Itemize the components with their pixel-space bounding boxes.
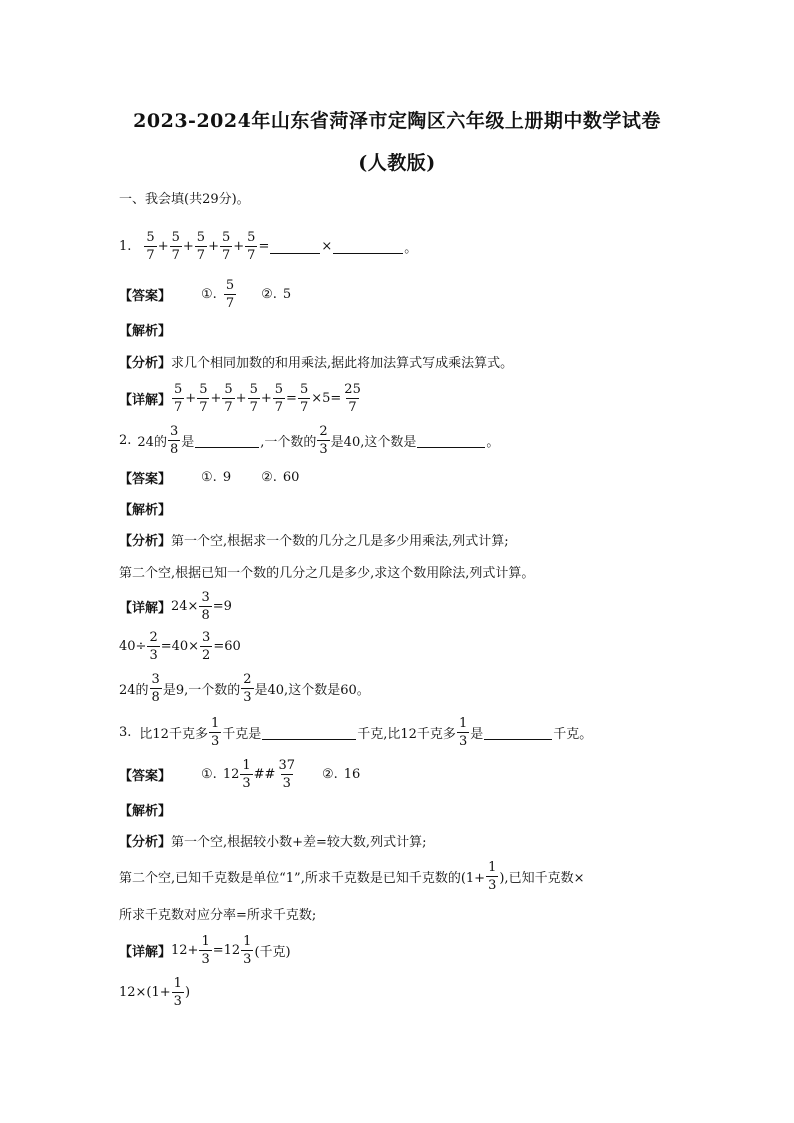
fraction: $\frac{5}{7}$ bbox=[199, 381, 208, 415]
answer-tag: 【答案】 bbox=[119, 288, 172, 304]
question-number: 2. bbox=[119, 432, 132, 448]
fraction: $\frac{2}{3}$ bbox=[243, 671, 252, 705]
q3-fenxi: 【分析】 第一个空,根据较小数+差=较大数,列式计算; bbox=[119, 834, 427, 850]
question-number: 3. bbox=[119, 724, 132, 740]
fraction: $\frac{1}{3}$ bbox=[458, 715, 468, 749]
answer-blank[interactable] bbox=[270, 239, 320, 254]
q1-answer: 【答案】 ①. $\frac{5}{7}$ ②. 5 bbox=[119, 277, 292, 311]
q1-detail: 【详解】 $\frac{5}{7}$ + $\frac{5}{7}$ + $\frac{5}{7}$ + $\frac{5}{7}$ + $\frac{5}{7}$ = $\frac{5}{7}$ ×5= $\frac{25}{7}$ bbox=[119, 381, 361, 415]
q2-detail-1: 【详解】 24× $\frac{3}{8}$ =9 bbox=[119, 589, 232, 623]
fraction: $\frac{5}{7}$ bbox=[146, 229, 155, 263]
fraction: $\frac{3}{2}$ bbox=[202, 629, 211, 663]
answer-blank[interactable] bbox=[262, 725, 356, 740]
fraction: $\frac{5}{7}$ bbox=[249, 381, 258, 415]
page-subtitle: (人教版) bbox=[358, 152, 436, 174]
section-heading-text: 一、我会填(共29分)。 bbox=[119, 191, 250, 207]
fraction: $\frac{3}{8}$ bbox=[201, 589, 210, 623]
fraction: $\frac{1}{3}$ bbox=[243, 933, 252, 967]
q3-fenxi-2: 第二个空,已知千克数是单位“1”,所求千克数是已知千克数的(1+ $\frac{1}{3}$ ),已知千克数× bbox=[119, 859, 585, 893]
q2-jiexi: 【解析】 bbox=[119, 502, 172, 518]
fraction: $\frac{5}{7}$ bbox=[299, 381, 309, 415]
fraction: $\frac{5}{7}$ bbox=[225, 277, 235, 311]
question-2: 2. 24的 $\frac{3}{8}$ 是 ,一个数的 $\frac{2}{3}$ 是40,这个数是 。 bbox=[119, 423, 500, 457]
fraction: $\frac{1}{3}$ bbox=[201, 933, 210, 967]
fraction: $\frac{1}{3}$ bbox=[210, 715, 220, 749]
answer-blank[interactable] bbox=[417, 433, 485, 448]
fraction: $\frac{2}{3}$ bbox=[319, 423, 328, 457]
fraction: $\frac{5}{7}$ bbox=[221, 229, 231, 263]
answer-blank[interactable] bbox=[195, 433, 259, 448]
q3-detail-2: 12×(1+ $\frac{1}{3}$ ) bbox=[119, 975, 191, 1009]
fraction: $\frac{25}{7}$ bbox=[344, 381, 361, 415]
fraction: $\frac{5}{7}$ bbox=[274, 381, 284, 415]
fraction: $\frac{5}{7}$ bbox=[196, 229, 206, 263]
fraction: $\frac{2}{3}$ bbox=[149, 629, 158, 663]
question-3: 3. 比12千克多 $\frac{1}{3}$ 千克是 千克,比12千克多 $\frac{1}{3}$ 是 千克。 bbox=[119, 715, 593, 749]
q1-jiexi: 【解析】 bbox=[119, 323, 172, 339]
fraction: $\frac{1}{3}$ bbox=[173, 975, 182, 1009]
page-title: 2023-2024年山东省菏泽市定陶区六年级上册期中数学试卷 bbox=[133, 110, 661, 132]
fraction: $\frac{5}{7}$ bbox=[174, 381, 183, 415]
fraction: $\frac{37}{3}$ bbox=[278, 757, 295, 791]
fraction: $\frac{3}{8}$ bbox=[169, 423, 179, 457]
q2-fenxi-2: 第二个空,根据已知一个数的几分之几是多少,求这个数用除法,列式计算。 bbox=[119, 565, 535, 581]
section-heading bbox=[119, 186, 250, 208]
q3-fenxi-3: 所求千克数对应分率=所求千克数; bbox=[119, 907, 317, 923]
q3-answer: 【答案】 ①. 12 $\frac{1}{3}$ ## $\frac{37}{3}$ ②. 16 bbox=[119, 757, 361, 791]
fraction: $\frac{5}{7}$ bbox=[247, 229, 256, 263]
fraction: $\frac{1}{3}$ bbox=[242, 757, 251, 791]
fraction: $\frac{1}{3}$ bbox=[488, 859, 497, 893]
fraction: $\frac{5}{7}$ bbox=[171, 229, 180, 263]
q3-detail-1: 【详解】 12+ $\frac{1}{3}$ =12 $\frac{1}{3}$ (千克) bbox=[119, 933, 291, 967]
q2-detail-2: 40÷ $\frac{2}{3}$ =40× $\frac{3}{2}$ =60 bbox=[119, 629, 241, 663]
question-number: 1. bbox=[119, 238, 132, 254]
q1-fenxi: 【分析】 求几个相同加数的和用乘法,据此将加法算式写成乘法算式。 bbox=[119, 355, 514, 371]
q3-jiexi: 【解析】 bbox=[119, 803, 172, 819]
answer-blank[interactable] bbox=[333, 239, 403, 254]
answer-blank[interactable] bbox=[484, 725, 552, 740]
fraction: $\frac{5}{7}$ bbox=[224, 381, 233, 415]
question-1: 1. $\frac{5}{7}$ + $\frac{5}{7}$ + $\frac{5}{7}$ + $\frac{5}{7}$ + $\frac{5}{7}$ = × 。 bbox=[119, 229, 418, 263]
q2-fenxi: 【分析】 第一个空,根据求一个数的几分之几是多少用乘法,列式计算; bbox=[119, 533, 509, 549]
fraction: $\frac{3}{8}$ bbox=[151, 671, 160, 705]
q2-answer: 【答案】 ①. 9 ②. 60 bbox=[119, 469, 300, 487]
q2-detail-3: 24的 $\frac{3}{8}$ 是9,一个数的 $\frac{2}{3}$ 是40,这个数是60。 bbox=[119, 671, 370, 705]
